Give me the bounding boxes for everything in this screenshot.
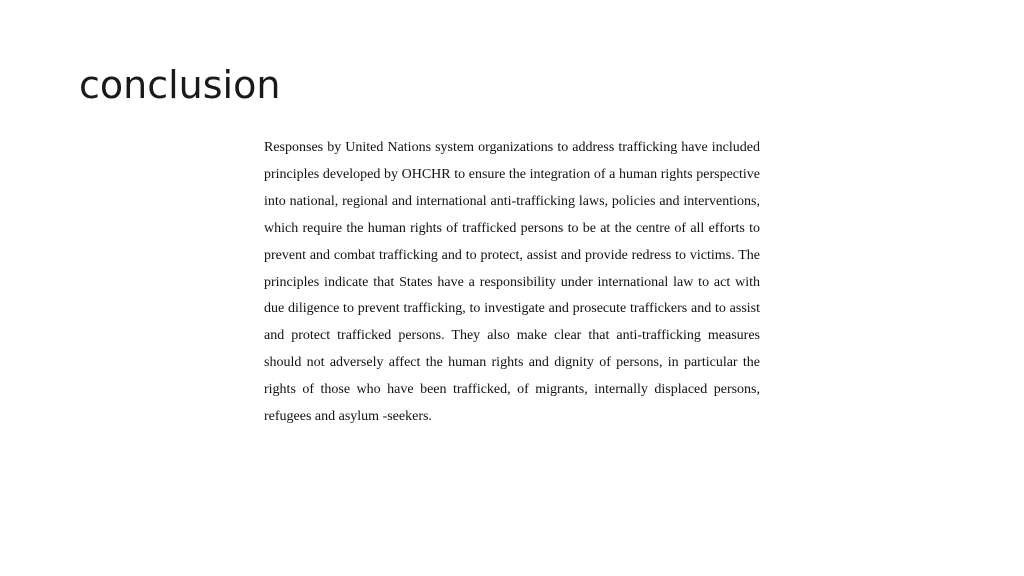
slide-title: conclusion bbox=[79, 63, 281, 107]
slide-body-text: Responses by United Nations system organizations to address trafficking have included principles developed by OHCHR to ensure the integration of a human rights perspective into national, regional and international anti-trafficking laws, policies and interventions, which require the human rights of trafficked persons to be at the centre of all efforts to prevent and combat trafficking and to protect, assist and provide redress to victims. The principles indicate that States have a responsibility under international law to act with due diligence to prevent trafficking, to investigate and prosecute traffickers and to assist and protect trafficked persons. They also make clear that anti-trafficking measures should not adversely affect the human rights and dignity of persons, in particular the rights of those who have been trafficked, of migrants, internally displaced persons, refugees and asylum -seekers. bbox=[264, 140, 760, 425]
